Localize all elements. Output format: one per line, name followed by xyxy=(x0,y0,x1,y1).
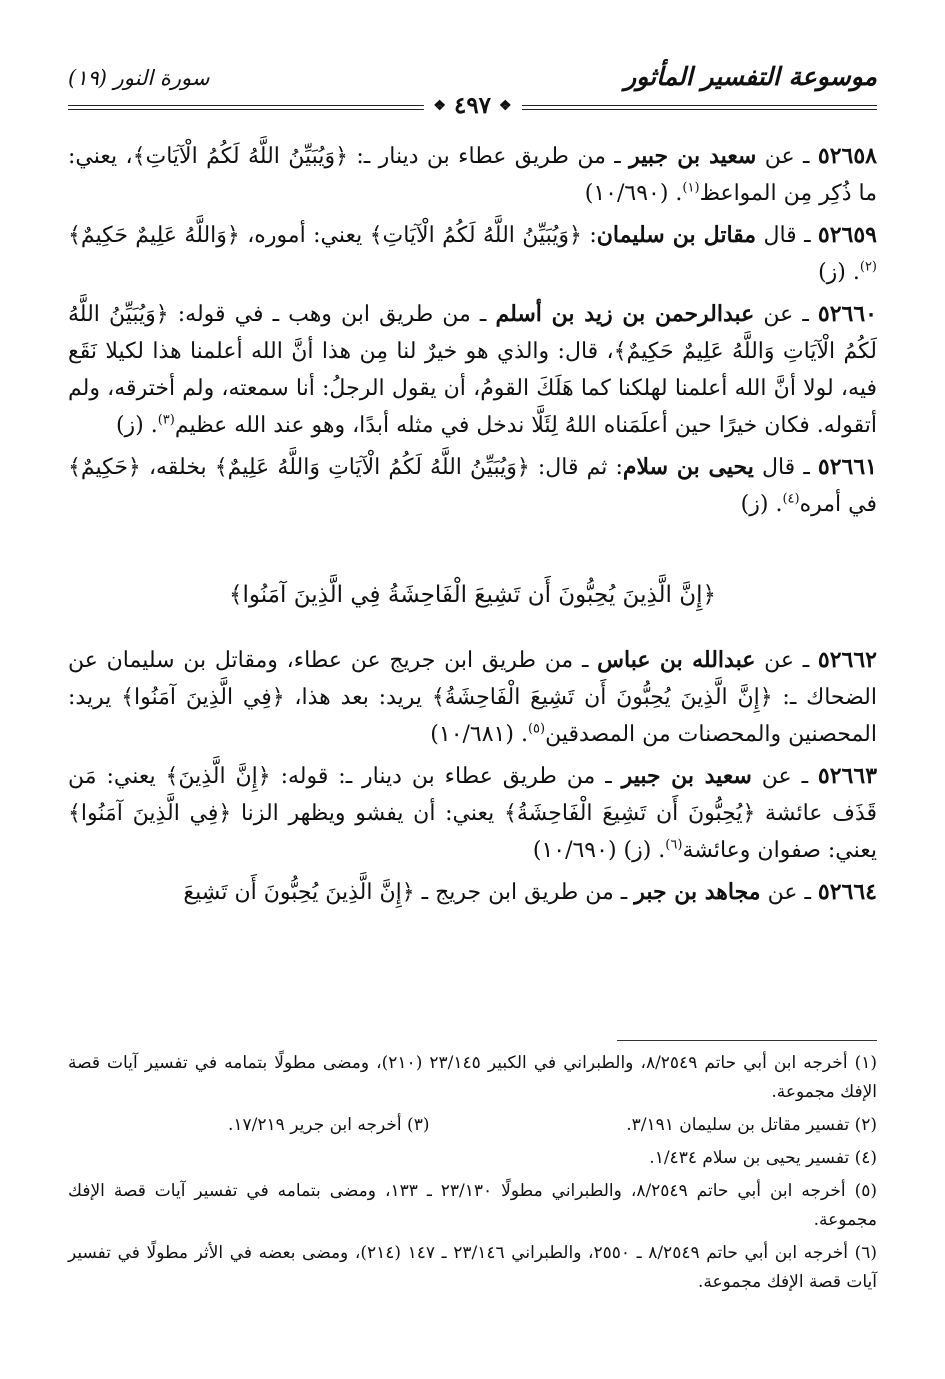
footnote-ref[interactable]: (٥) xyxy=(527,721,546,737)
footnote-3: (٣) أخرجه ابن جرير ١٧/٢١٩. xyxy=(228,1115,430,1135)
quran-quote: ﴿وَيُبَيِّنُ اللَّهُ لَكُمُ الْآيَاتِ وَاللَّهُ عَلِيمٌ﴾ xyxy=(214,455,530,480)
entry-number: ٥٢٦٦٤ xyxy=(817,879,877,905)
entry-text: . (ز) xyxy=(115,413,158,438)
footnote-2: (٢) تفسير مقاتل بن سليمان ٣/١٩١. xyxy=(626,1115,877,1135)
page-number: ٤٩٧ xyxy=(453,92,492,119)
entry-52663 xyxy=(68,758,877,869)
entry-52661 xyxy=(68,449,877,523)
entry-text: . (ز) (١٠/٦٩٠) xyxy=(532,838,666,863)
quran-quote: ﴿إِنَّ الَّذِينَ يُحِبُّونَ أَن تَشِيعَ xyxy=(183,880,415,905)
entry-number: ٥٢٦٦١ xyxy=(817,454,877,480)
narrator-name: يحيى بن سلام xyxy=(622,454,754,480)
entry-number: ٥٢٦٦٣ xyxy=(817,763,878,789)
entry-text: . (ز) xyxy=(818,260,860,285)
narrator-name: سعيد بن جبير xyxy=(629,143,757,169)
footnote-5: (٥) أخرجه ابن أبي حاتم ٨/٢٥٤٩، والطبراني مطولًا ٢٣/١٣٠ ـ ١٣٣، ومضى بتمامه في تفسير آيات قصة الإفك مجموعة. xyxy=(68,1181,877,1230)
entry-text: ـ عن xyxy=(755,648,818,673)
footnote-ref[interactable]: (١) xyxy=(682,180,700,196)
footnote-ref[interactable]: (٣) xyxy=(157,412,175,428)
narrator-name: مقاتل بن سليمان xyxy=(596,222,757,248)
entry-52664 xyxy=(68,874,877,911)
footnote-divider xyxy=(617,1040,877,1041)
entry-number: ٥٢٦٥٩ xyxy=(817,222,877,248)
footnote-6: (٦) أخرجه ابن أبي حاتم ٨/٢٥٤٩ ـ ٢٥٥٠، والطبراني ٢٣/١٤٦ ـ ١٤٧ (٢١٤)، ومضى بعضه في الأثر مطولًا في تفسير آيات قصة الإفك مجموعة. xyxy=(68,1243,877,1292)
footnotes xyxy=(68,1040,877,1301)
entry-number: ٥٢٦٦٠ xyxy=(817,301,877,327)
ornament-icon: ❖ xyxy=(433,97,446,114)
entry-text: ـ قال xyxy=(753,455,818,480)
entry-text: ـ من طريق عطاء بن دينار ـ: قوله: xyxy=(270,764,622,789)
entry-52659 xyxy=(68,217,877,291)
entry-text: . (١٠/٦٩٠) xyxy=(584,181,683,206)
entry-text: يعني: مَن قَذَف عائشة ﴿يُحِبُّونَ أَن تَشِيعَ الْفَاحِشَةُ﴾ يعني: أن يفشو ويظهر الزنا ﴿فِي الَّذِينَ آمَنُوا﴾ يعني: صفوان وعائشة xyxy=(68,764,877,863)
narrator-name: مجاهد بن جبر xyxy=(634,879,761,905)
narrator-name: عبدالرحمن بن زيد بن أسلم xyxy=(495,301,755,327)
entry-text: ـ عن xyxy=(754,302,818,327)
ornament-icon: ❖ xyxy=(499,97,512,114)
footnote-ref[interactable]: (٢) xyxy=(859,259,877,275)
entry-text: ـ من طريق ابن جريج ـ xyxy=(414,880,635,905)
surah-title: سورة النور (١٩) xyxy=(68,66,210,90)
entry-text: ـ من طريق ابن جريج عن عطاء، ومقاتل بن سليمان عن الضحاك ـ: xyxy=(68,648,877,710)
entry-text: : ثم قال: xyxy=(529,455,623,480)
entry-number: ٥٢٦٦٢ xyxy=(817,647,877,673)
quran-quote: ﴿إِنَّ الَّذِينَ يُحِبُّونَ أَن تَشِيعَ الْفَاحِشَةُ﴾ xyxy=(431,685,773,710)
entry-text: : xyxy=(581,223,597,248)
page-number-box xyxy=(423,92,521,119)
footnote-1: (١) أخرجه ابن أبي حاتم ٨/٢٥٤٩، والطبراني في الكبير ٢٣/١٤٥ (٢١٠)، ومضى مطولًا بتمامه في تفسير آيات قصة الإفك مجموعة. xyxy=(68,1053,878,1102)
quran-quote: ﴿وَيُبَيِّنُ اللَّهُ لَكُمُ الْآيَاتِ﴾ xyxy=(132,144,348,169)
entry-number: ٥٢٦٥٨ xyxy=(817,143,877,169)
entry-text: ـ عن xyxy=(756,144,818,169)
quran-quote: ﴿إِنَّ الَّذِينَ﴾ xyxy=(165,764,271,789)
entry-text: ، قال: والذي هو خيرٌ لنا مِن هذا أنَّ الله أعلمنا هذا لكيلا نَقَع فيه، لولا أنَّ الله أعلمنا لهلكنا كما هَلَكَ القومُ، أن يقول الرجلُ: أنا سمعته، ولم أخترقه، ولم أتقوله. فكان خيرًا حين أعلَمَناه اللهُ لِئَلَّا ندخل في مثله أبدًا، وهو عند الله عظيم xyxy=(68,339,877,438)
footnote-ref[interactable]: (٤) xyxy=(782,491,800,507)
entry-text: ، يعني: ما ذُكِر مِن المواعظ xyxy=(68,144,877,206)
main-text xyxy=(68,138,877,916)
entry-text: ـ عن xyxy=(760,880,818,905)
entry-text: يريد: بعد هذا، ﴿فِي الَّذِينَ آمَنُوا﴾ يريد: المحصنين والمحصنات من المصدقين xyxy=(68,685,877,747)
entry-text: ـ قال xyxy=(756,223,818,248)
footnote-ref[interactable]: (٦) xyxy=(665,837,683,853)
book-title: موسوعة التفسير المأثور xyxy=(624,62,877,91)
entry-text: يعني: أموره، ﴿وَاللَّهُ عَلِيمٌ حَكِيمٌ﴾ xyxy=(68,223,370,248)
narrator-name: سعيد بن جبير xyxy=(621,763,752,789)
entry-52660 xyxy=(68,296,877,444)
entry-text: . (ز) xyxy=(740,492,783,517)
entry-52658 xyxy=(68,138,877,212)
footnote-4: (٤) تفسير يحيى بن سلام ١/٤٣٤. xyxy=(649,1148,877,1168)
verse-heading: ﴿إِنَّ الَّذِينَ يُحِبُّونَ أَن تَشِيعَ الْفَاحِشَةُ فِي الَّذِينَ آمَنُوا﴾ xyxy=(228,582,717,608)
entry-52662 xyxy=(68,642,877,753)
entry-text: ـ من طريق ابن وهب ـ في قوله: xyxy=(168,302,496,327)
entry-text: بخلقه، ﴿حَكِيمٌ﴾ في أمره xyxy=(68,455,877,517)
page-header xyxy=(68,62,877,118)
narrator-name: عبدالله بن عباس xyxy=(597,647,756,673)
quran-quote: ﴿وَيُبَيِّنُ اللَّهُ لَكُمُ الْآيَاتِ وَاللَّهُ عَلِيمٌ حَكِيمٌ﴾ xyxy=(68,302,877,364)
entry-text: ـ من طريق عطاء بن دينار ـ: xyxy=(347,144,630,169)
entry-text: . (١٠/٦٨١) xyxy=(430,722,528,747)
entry-text: ـ عن xyxy=(751,764,818,789)
quran-quote: ﴿وَيُبَيِّنُ اللَّهُ لَكُمُ الْآيَاتِ﴾ xyxy=(369,223,582,248)
footnote-row xyxy=(68,1111,877,1140)
